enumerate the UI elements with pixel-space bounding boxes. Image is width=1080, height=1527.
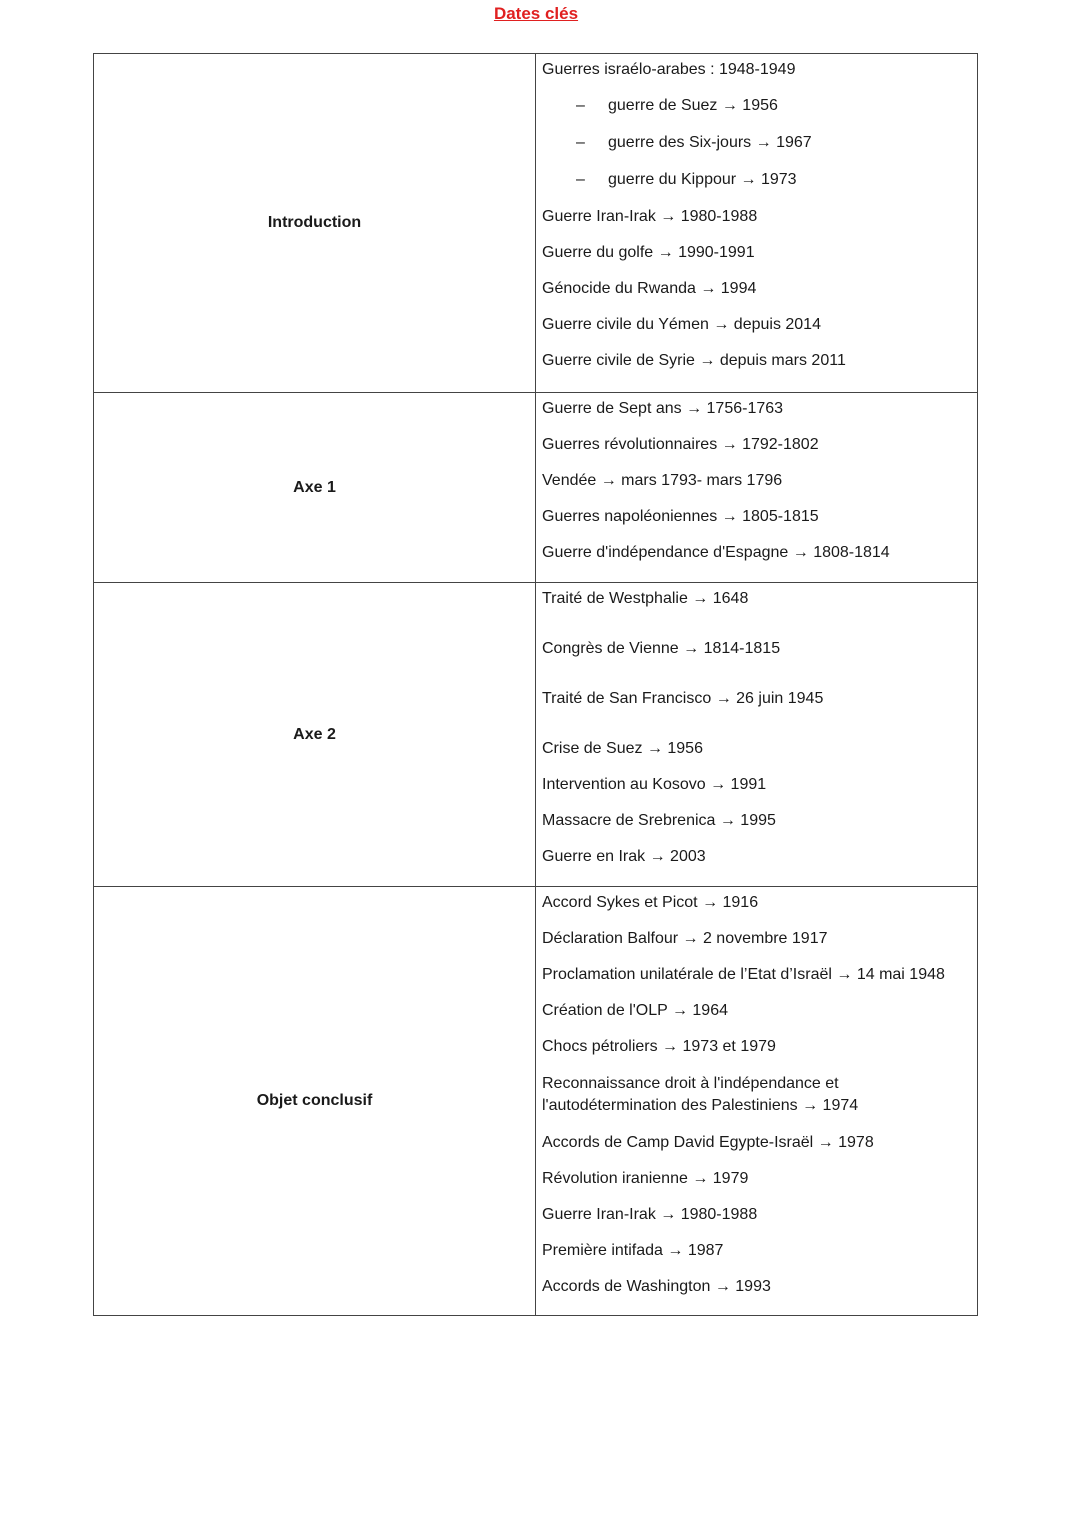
event-item: Guerre d'indépendance d'Espagne → 1808-1814 (542, 544, 890, 561)
event-item: Révolution iranienne → 1979 (542, 1170, 749, 1187)
event-subitem (542, 96, 977, 116)
event-line: l'autodétermination des Palestiniens → 1974 (542, 1097, 859, 1114)
event-item: Traité de San Francisco → 26 juin 1945 (542, 690, 824, 707)
event-item: Traité de Westphalie → 1648 (542, 590, 749, 607)
section-label: Introduction (94, 54, 536, 393)
section-label: Axe 1 (94, 393, 536, 583)
event-item: Guerre en Irak → 2003 (542, 848, 706, 865)
event-item: Chocs pétroliers → 1973 et 1979 (542, 1038, 776, 1055)
event-item: Guerre civile du Yémen → depuis 2014 (542, 316, 821, 333)
event-item: Guerres révolutionnaires → 1792-1802 (542, 436, 819, 453)
event-item: Crise de Suez → 1956 (542, 740, 703, 757)
event-subitem-text: guerre des Six-jours → 1967 (608, 134, 812, 151)
event-line: Reconnaissance droit à l'indépendance et (542, 1075, 839, 1092)
event-item: Déclaration Balfour → 2 novembre 1917 (542, 930, 828, 947)
event-item: Massacre de Srebrenica → 1995 (542, 812, 776, 829)
events-cell (536, 583, 978, 887)
dash-bullet: – (576, 97, 585, 114)
event-item: Génocide du Rwanda → 1994 (542, 280, 757, 297)
event-item: Guerres napoléoniennes → 1805-1815 (542, 508, 819, 525)
event-item: Accords de Camp David Egypte-Israël → 1978 (542, 1134, 874, 1151)
event-item: Vendée → mars 1793- mars 1796 (542, 472, 783, 489)
table-row-axe-1 (94, 393, 978, 583)
event-subitem (542, 133, 977, 153)
event-item: Guerre civile de Syrie → depuis mars 2011 (542, 352, 846, 369)
event-item: Première intifada → 1987 (542, 1242, 724, 1259)
dash-bullet: – (576, 171, 585, 188)
event-item: Intervention au Kosovo → 1991 (542, 776, 767, 793)
event-item: Proclamation unilatérale de l’Etat d’Israël → 14 mai 1948 (542, 966, 945, 983)
section-label: Axe 2 (94, 583, 536, 887)
table-row-objet-conclusif (94, 887, 978, 1316)
event-item: Accord Sykes et Picot → 1916 (542, 894, 759, 911)
page-title: Dates clés (493, 4, 579, 23)
key-dates-table (93, 53, 978, 1316)
dash-bullet: – (576, 134, 585, 151)
table-row-introduction (94, 54, 978, 393)
section-label: Objet conclusif (94, 887, 536, 1316)
event-item: Accords de Washington → 1993 (542, 1278, 771, 1295)
event-item: Guerre Iran-Irak → 1980-1988 (542, 1206, 758, 1223)
event-item: Guerre Iran-Irak → 1980-1988 (542, 208, 758, 225)
event-subitem-text: guerre du Kippour → 1973 (608, 171, 797, 188)
event-item-multiline (542, 1073, 977, 1117)
event-item: Guerre du golfe → 1990-1991 (542, 244, 755, 261)
events-cell (536, 54, 978, 393)
table-row-axe-2 (94, 583, 978, 887)
events-cell (536, 887, 978, 1316)
event-item: Guerre de Sept ans → 1756-1763 (542, 400, 784, 417)
event-item: Congrès de Vienne → 1814-1815 (542, 640, 781, 657)
event-item: Création de l'OLP → 1964 (542, 1002, 728, 1019)
event-subitem (542, 170, 977, 190)
event-item: Guerres israélo-arabes : 1948-1949 (542, 61, 796, 78)
events-cell (536, 393, 978, 583)
event-subitem-text: guerre de Suez → 1956 (608, 97, 778, 114)
